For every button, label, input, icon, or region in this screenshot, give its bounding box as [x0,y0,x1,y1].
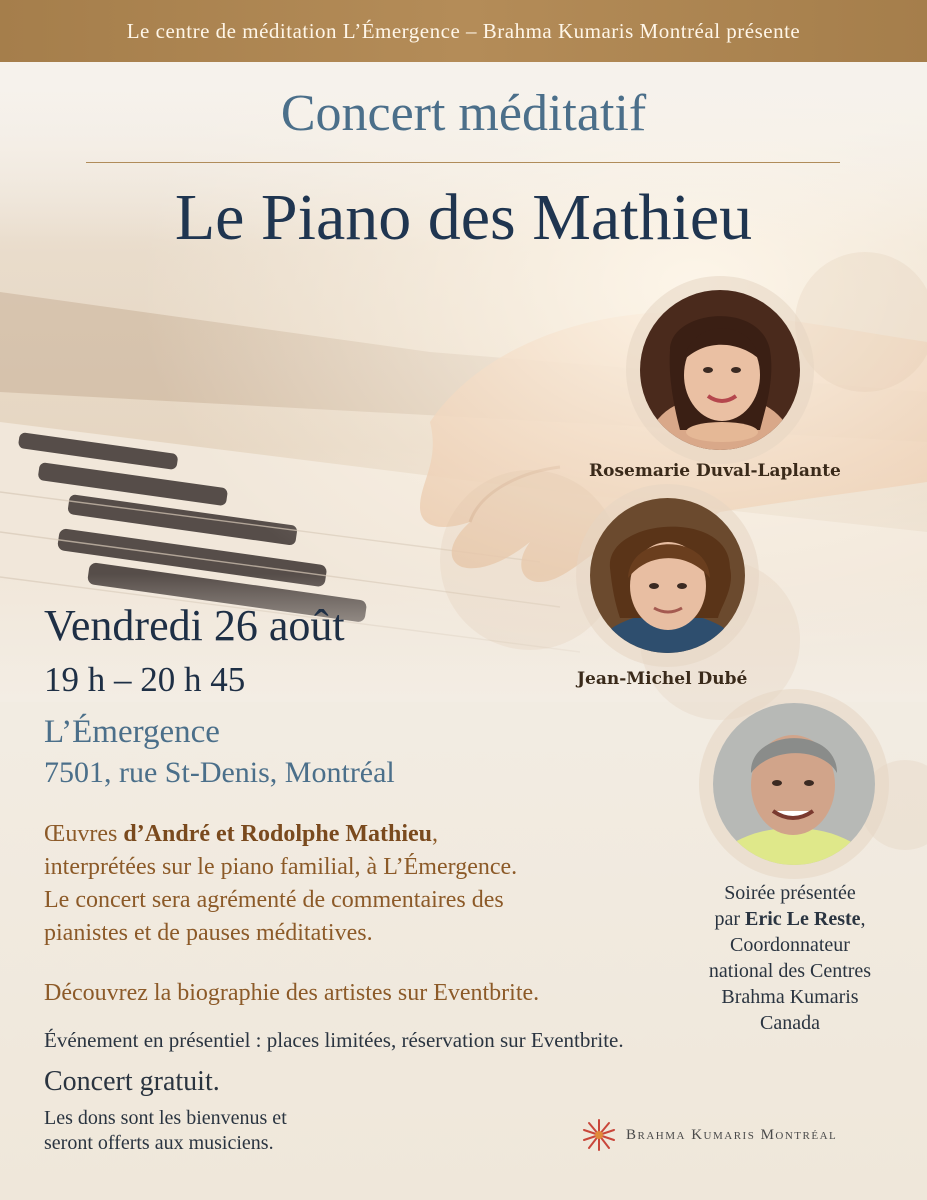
free-concert: Concert gratuit. [44,1066,220,1097]
donations-note: Les dons sont les bienvenus et seront offerts aux musiciens. [44,1107,287,1154]
presenter-block: Soirée présentée par Eric Le Reste, Coordonnateur national des Centres Brahma Kumaris Canada [708,882,872,1034]
event-time: 19 h – 20 h 45 [44,660,246,699]
artist-name-rosemarie: Rosemarie Duval-Laplante [589,461,841,481]
sun-icon [582,1118,616,1152]
logo-text: Brahma Kumaris Montréal [626,1126,838,1143]
brahma-kumaris-logo [582,1118,837,1152]
title-divider [86,162,840,163]
portrait-eric [713,703,875,865]
registration-info: Événement en présentiel : places limitées, réservation sur Eventbrite. [44,1028,624,1052]
event-venue: L’Émergence [44,714,220,750]
event-subtitle: Concert méditatif [280,85,647,142]
description-line-4: pianistes et de pauses méditatives. [44,920,373,946]
artist-name-jean-michel: Jean-Michel Dubé [577,669,748,689]
composers: d’André et Rodolphe Mathieu [123,821,432,847]
portrait-rosemarie [640,290,800,450]
decorative-circle [795,252,927,392]
presenter-name: Eric Le Reste [745,908,861,930]
event-date: Vendredi 26 août [44,601,345,650]
presenter-line: Le centre de méditation L’Émergence – Brahma Kumaris Montréal présente [126,18,801,43]
description-line-3: Le concert sera agrémenté de commentaires des [44,887,504,913]
header-banner [0,0,927,62]
event-address: 7501, rue St-Denis, Montréal [44,756,395,789]
event-title: Le Piano des Mathieu [174,181,753,254]
portrait-jean-michel [590,498,745,653]
biography-note: Découvrez la biographie des artistes sur Eventbrite. [44,980,540,1006]
description-line-1: Œuvres d’André et Rodolphe Mathieu, [44,821,438,847]
description-line-2: interprétées sur le piano familial, à L’Émergence. [44,854,518,880]
concert-description [44,818,664,950]
